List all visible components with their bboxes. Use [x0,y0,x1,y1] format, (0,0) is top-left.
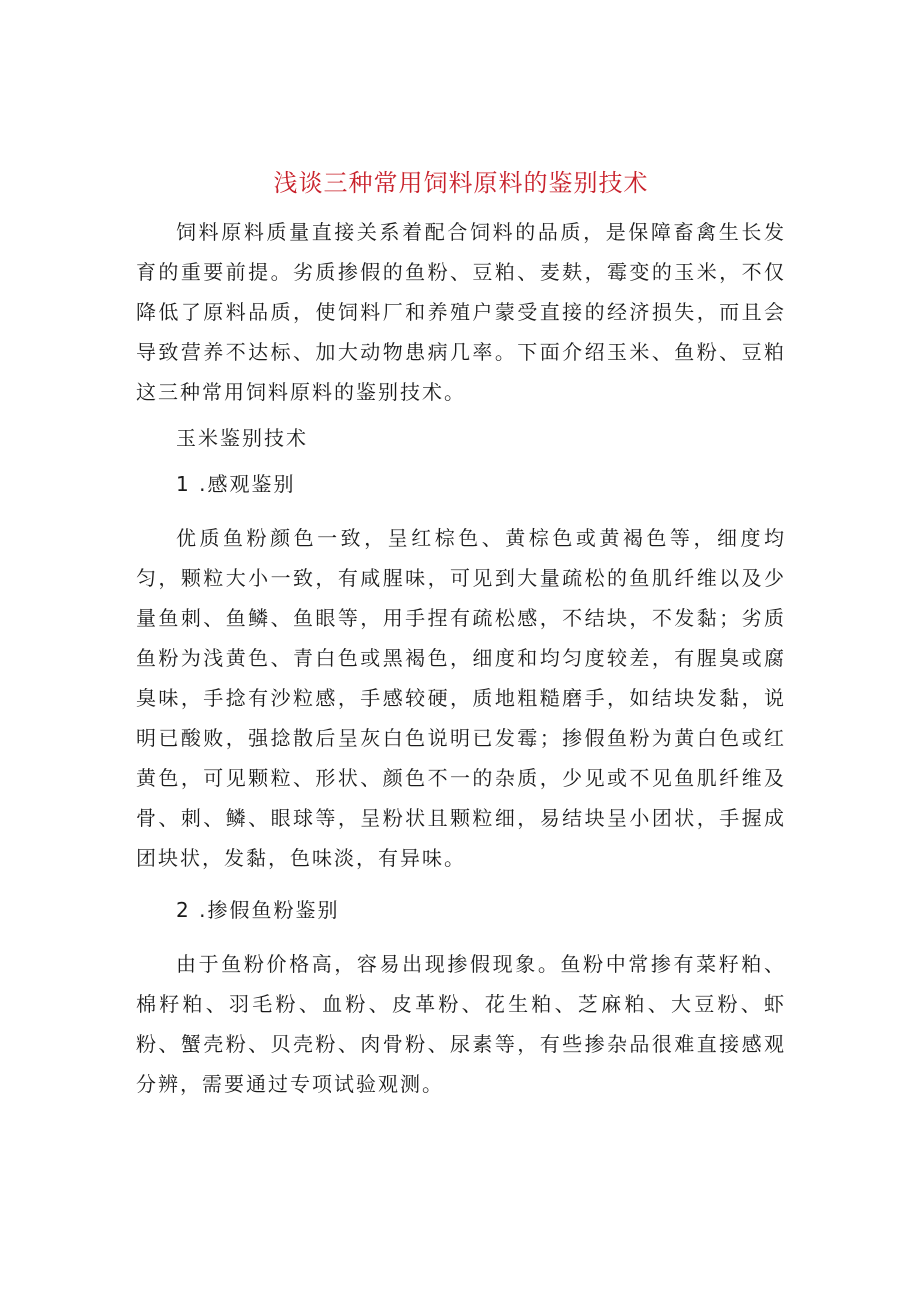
document-content [136,160,786,1104]
subsection-1-heading: 1 .感观鉴别 [176,472,296,496]
subsection-1-body: 优质鱼粉颜色一致，呈红棕色、黄棕色或黄褐色等，细度均匀，颗粒大小一致，有咸腥味，可见到大量疏松的鱼肌纤维以及少量鱼刺、鱼鳞、鱼眼等，用手捏有疏松感，不结块，不发黏；劣质鱼粉为浅黄色、青白色或黑褐色，细度和均匀度较差，有腥臭或腐臭味，手捻有沙粒感，手感较硬，质地粗糙磨手，如结块发黏，说明已酸败，强捻散后呈灰白色说明已发霉；掺假鱼粉为黄白色或红黄色，可见颗粒、形状、颜色不一的杂质，少见或不见鱼肌纤维及骨、刺、鳞、眼球等，呈粉状且颗粒细，易结块呈小团状，手握成团块状，发黏，色味淡，有异味。 [136,526,786,870]
document-title: 浅谈三种常用饲料原料的鉴别技术 [273,169,649,197]
subsection-2-body: 由于鱼粉价格高，容易出现掺假现象。鱼粉中常掺有菜籽粕、棉籽粕、羽毛粉、血粉、皮革粉、花生粕、芝麻粕、大豆粉、虾粉、蟹壳粉、贝壳粉、肉骨粉、尿素等，有些掺杂品很难直接感观分辨，需要通过专项试验观测。 [136,952,786,1096]
section-heading: 玉米鉴别技术 [176,426,308,450]
subsection-2-heading: 2 .掺假鱼粉鉴别 [176,898,340,922]
intro-paragraph: 饲料原料质量直接关系着配合饲料的品质，是保障畜禽生长发育的重要前提。劣质掺假的鱼粉、豆粕、麦麸，霉变的玉米，不仅降低了原料品质，使饲料厂和养殖户蒙受直接的经济损失，而且会导致营养不达标、加大动物患病几率。下面介绍玉米、鱼粉、豆粕这三种常用饲料原料的鉴别技术。 [136,220,786,404]
